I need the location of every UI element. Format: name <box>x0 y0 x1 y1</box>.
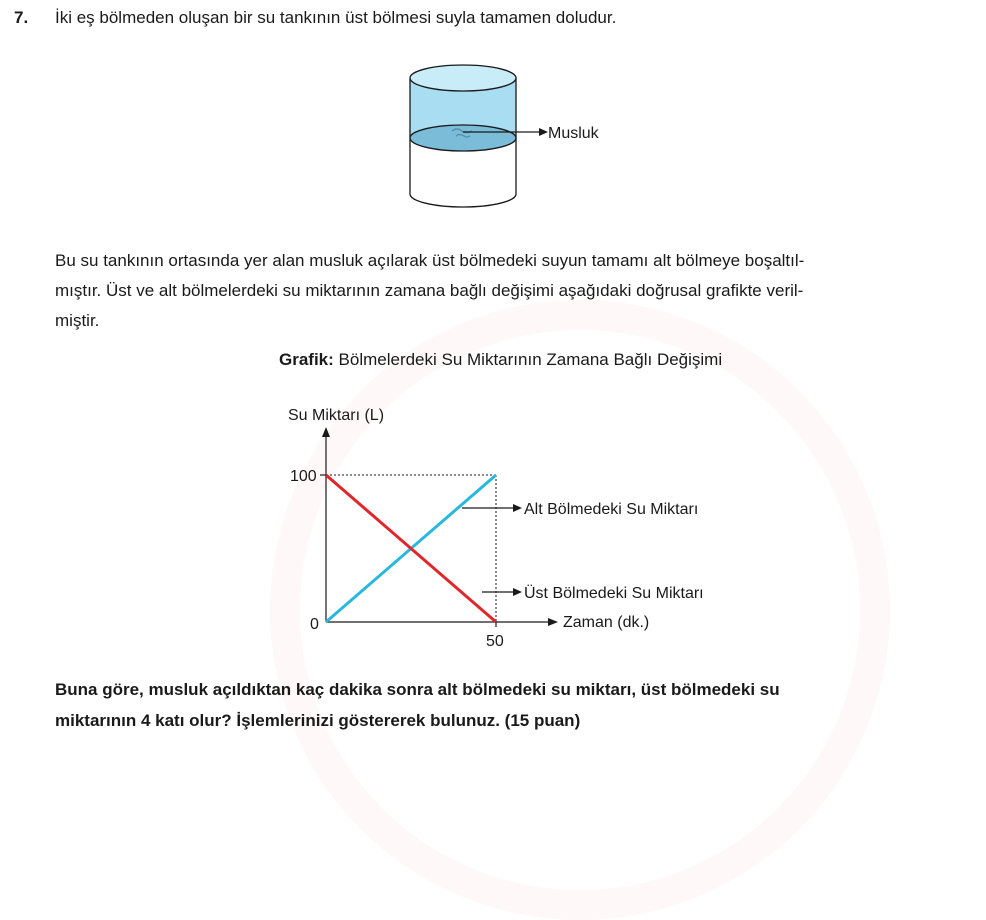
question-number: 7. <box>14 8 29 27</box>
y-axis-label: Su Miktarı (L) <box>288 407 385 424</box>
x-tick-label-50: 50 <box>486 633 504 650</box>
question-intro: İki eş bölmeden oluşan bir su tankının üst bölmesi suyla tamamen doludur. <box>55 8 617 27</box>
x-axis-arrowhead <box>548 618 558 626</box>
graph-caption-bold: Grafik: <box>279 350 334 369</box>
y-axis-arrowhead <box>322 427 330 437</box>
musluk-pointer-arrowhead <box>539 128 548 136</box>
graph-caption <box>279 350 722 370</box>
final-question <box>55 674 975 736</box>
legend-label-0: Alt Bölmedeki Su Miktarı <box>524 501 699 518</box>
y-tick-label-100: 100 <box>290 468 317 485</box>
tank-bottom-arc <box>410 194 516 207</box>
tank-middle-ellipse <box>410 125 516 151</box>
water-tank-figure <box>400 58 630 218</box>
final-question-line: Buna göre, musluk açıldıktan kaç dakika sonra alt bölmedeki su miktarı, üst bölmedeki su <box>55 680 780 699</box>
legend-label-1: Üst Bölmedeki Su Miktarı <box>524 585 704 602</box>
final-question-line: miktarının 4 katı olur? İşlemlerinizi göstererek bulunuz. (15 puan) <box>55 711 581 730</box>
paragraph-line: miştir. <box>55 311 100 330</box>
origin-label: 0 <box>310 616 319 633</box>
legend-callout-arrowhead-1 <box>513 588 522 596</box>
graph-caption-text: Bölmelerdeki Su Miktarının Zamana Bağlı Değişimi <box>333 350 723 369</box>
tank-top-ellipse <box>410 65 516 91</box>
paragraph-line: Bu su tankının ortasında yer alan musluk açılarak üst bölmedeki suyun tamamı alt bölmeye boşaltıl- <box>55 251 805 270</box>
legend-callout-arrowhead-0 <box>513 504 522 512</box>
water-amount-chart <box>250 395 770 655</box>
paragraph-line: mıştır. Üst ve alt bölmelerdeki su miktarının zamana bağlı değişimi aşağıdaki doğrusal grafikte veril- <box>55 281 804 300</box>
x-axis-label: Zaman (dk.) <box>563 614 650 631</box>
musluk-label: Musluk <box>548 125 599 142</box>
question-paragraph <box>55 246 975 336</box>
